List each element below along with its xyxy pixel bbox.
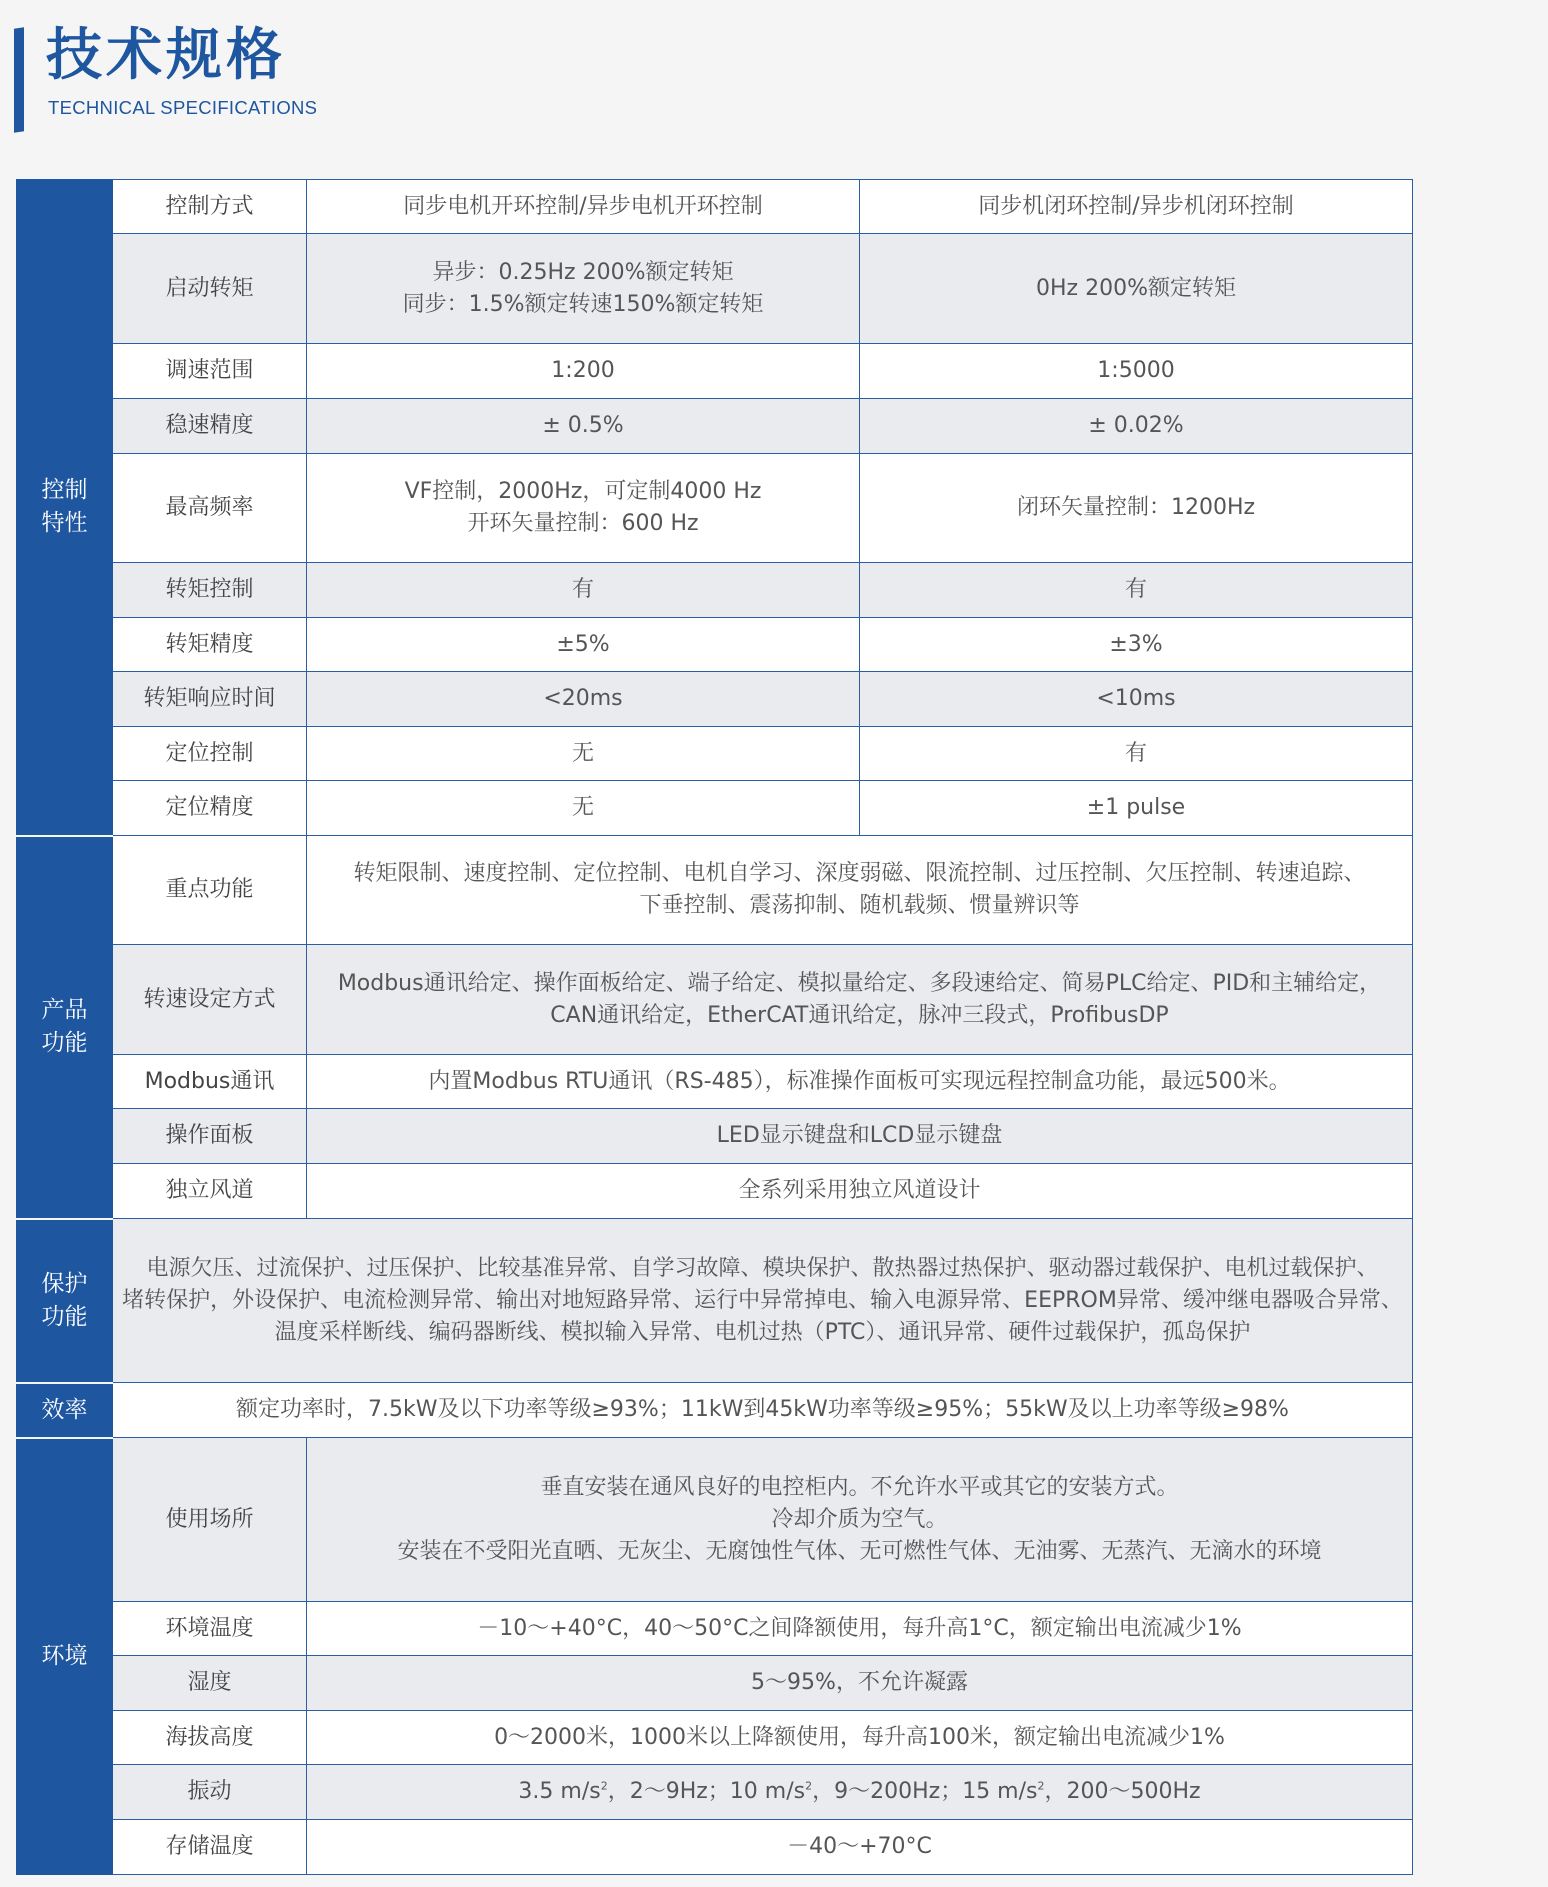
page-title: 技术规格 <box>46 23 286 88</box>
cell-value: 电源欠压、过流保护、过压保护、比较基准异常、自学习故障、模块保护、散热器过热保护、驱动器过载保护、电机过载保护、 堵转保护，外设保护、电流检测异常、输出对地短路异常、运行中异常掉电、输入电源异常、EEPROM异常、缓冲继电器吸合异常、 温度采样断线、编码器断线、模拟输入异常、电机过热（PTC）、通讯异常、硬件过载保护，孤岛保护 <box>113 1219 1413 1383</box>
table-row <box>17 1656 1413 1711</box>
table-row <box>17 234 1413 344</box>
title-accent-bar <box>14 27 24 132</box>
table-row <box>17 727 1413 781</box>
spec-table <box>16 179 1413 1875</box>
cell-value: 内置Modbus RTU通讯（RS-485），标准操作面板可实现远程控制盒功能，最远500米。 <box>307 1055 1413 1109</box>
cell-open-loop: 1:200 <box>307 344 860 399</box>
row-label: 存储温度 <box>113 1820 307 1875</box>
table-row <box>17 1383 1413 1438</box>
row-label: 定位控制 <box>113 727 307 781</box>
table-row <box>17 672 1413 727</box>
cell-closed-loop: 同步机闭环控制/异步机闭环控制 <box>860 180 1413 234</box>
cell-closed-loop: 闭环矢量控制：1200Hz <box>860 454 1413 563</box>
cell-value: 转矩限制、速度控制、定位控制、电机自学习、深度弱磁、限流控制、过压控制、欠压控制、转速追踪、 下垂控制、震荡抑制、随机载频、惯量辨识等 <box>307 836 1413 945</box>
cell-value: 垂直安装在通风良好的电控柜内。不允许水平或其它的安装方式。 冷却介质为空气。 安装在不受阳光直晒、无灰尘、无腐蚀性气体、无可燃性气体、无油雾、无蒸汽、无滴水的环境 <box>307 1438 1413 1602</box>
cell-closed-loop: ± 0.02% <box>860 399 1413 454</box>
cell-open-loop: 无 <box>307 781 860 836</box>
table-row <box>17 454 1413 563</box>
table-row <box>17 1765 1413 1820</box>
row-label: 操作面板 <box>113 1109 307 1164</box>
cell-value: 0～2000米，1000米以上降额使用，每升高100米，额定输出电流减少1% <box>307 1711 1413 1765</box>
table-row <box>17 399 1413 454</box>
row-label: 启动转矩 <box>113 234 307 344</box>
cell-closed-loop: 有 <box>860 727 1413 781</box>
cell-open-loop: ± 0.5% <box>307 399 860 454</box>
row-label: 海拔高度 <box>113 1711 307 1765</box>
table-row <box>17 1438 1413 1602</box>
table-row <box>17 1820 1413 1875</box>
cell-value: 全系列采用独立风道设计 <box>307 1164 1413 1219</box>
row-label: 湿度 <box>113 1656 307 1711</box>
row-label: 转速设定方式 <box>113 945 307 1055</box>
cell-value: LED显示键盘和LCD显示键盘 <box>307 1109 1413 1164</box>
table-row <box>17 945 1413 1055</box>
row-label: 环境温度 <box>113 1602 307 1656</box>
cell-open-loop: 异步：0.25Hz 200%额定转矩 同步：1.5%额定转速150%额定转矩 <box>307 234 860 344</box>
table-row <box>17 836 1413 945</box>
cell-closed-loop: 有 <box>860 563 1413 618</box>
row-label: 转矩控制 <box>113 563 307 618</box>
cell-closed-loop: 0Hz 200%额定转矩 <box>860 234 1413 344</box>
cell-open-loop: 无 <box>307 727 860 781</box>
table-row <box>17 1219 1413 1383</box>
row-label: 振动 <box>113 1765 307 1820</box>
cell-open-loop: ±5% <box>307 618 860 672</box>
cell-open-loop: VF控制，2000Hz，可定制4000 Hz 开环矢量控制：600 Hz <box>307 454 860 563</box>
cell-open-loop: 同步电机开环控制/异步电机开环控制 <box>307 180 860 234</box>
cell-value: 额定功率时，7.5kW及以下功率等级≥93%；11kW到45kW功率等级≥95%；55kW及以上功率等级≥98% <box>113 1383 1413 1438</box>
cell-closed-loop: ±3% <box>860 618 1413 672</box>
cell-closed-loop: 1:5000 <box>860 344 1413 399</box>
table-row <box>17 1164 1413 1219</box>
row-label: 重点功能 <box>113 836 307 945</box>
row-label: 使用场所 <box>113 1438 307 1602</box>
table-row <box>17 781 1413 836</box>
row-label: Modbus通讯 <box>113 1055 307 1109</box>
table-row <box>17 1055 1413 1109</box>
table-row <box>17 1711 1413 1765</box>
cell-closed-loop: ±1 pulse <box>860 781 1413 836</box>
table-row <box>17 1602 1413 1656</box>
cell-open-loop: <20ms <box>307 672 860 727</box>
row-label: 定位精度 <box>113 781 307 836</box>
row-label: 转矩精度 <box>113 618 307 672</box>
table-row <box>17 1109 1413 1164</box>
cell-value: 3.5 $m/s^2$，2～9Hz；10 $m/s^2$，9～200Hz；15 $m/s^2$，200～500Hz <box>307 1765 1413 1820</box>
row-label: 独立风道 <box>113 1164 307 1219</box>
cell-value: 5～95%，不允许凝露 <box>307 1656 1413 1711</box>
category-product: 产品 功能 <box>17 836 113 1219</box>
cell-closed-loop: <10ms <box>860 672 1413 727</box>
table-row <box>17 180 1413 234</box>
page-subtitle: TECHNICAL SPECIFICATIONS <box>48 97 318 118</box>
cell-value: Modbus通讯给定、操作面板给定、端子给定、模拟量给定、多段速给定、简易PLC给定、PID和主辅给定， CAN通讯给定，EtherCAT通讯给定，脉冲三段式，ProfibusDP <box>307 945 1413 1055</box>
table-row <box>17 563 1413 618</box>
category-env: 环境 <box>17 1438 113 1875</box>
category-protect: 保护 功能 <box>17 1219 113 1383</box>
row-label: 控制方式 <box>113 180 307 234</box>
row-label: 转矩响应时间 <box>113 672 307 727</box>
cell-value: －10～+40°C，40～50°C之间降额使用，每升高1°C，额定输出电流减少1% <box>307 1602 1413 1656</box>
table-row <box>17 618 1413 672</box>
row-label: 稳速精度 <box>113 399 307 454</box>
row-label: 最高频率 <box>113 454 307 563</box>
cell-open-loop: 有 <box>307 563 860 618</box>
cell-value: －40～+70°C <box>307 1820 1413 1875</box>
category-efficiency: 效率 <box>17 1383 113 1438</box>
category-control: 控制 特性 <box>17 180 113 836</box>
row-label: 调速范围 <box>113 344 307 399</box>
table-row <box>17 344 1413 399</box>
